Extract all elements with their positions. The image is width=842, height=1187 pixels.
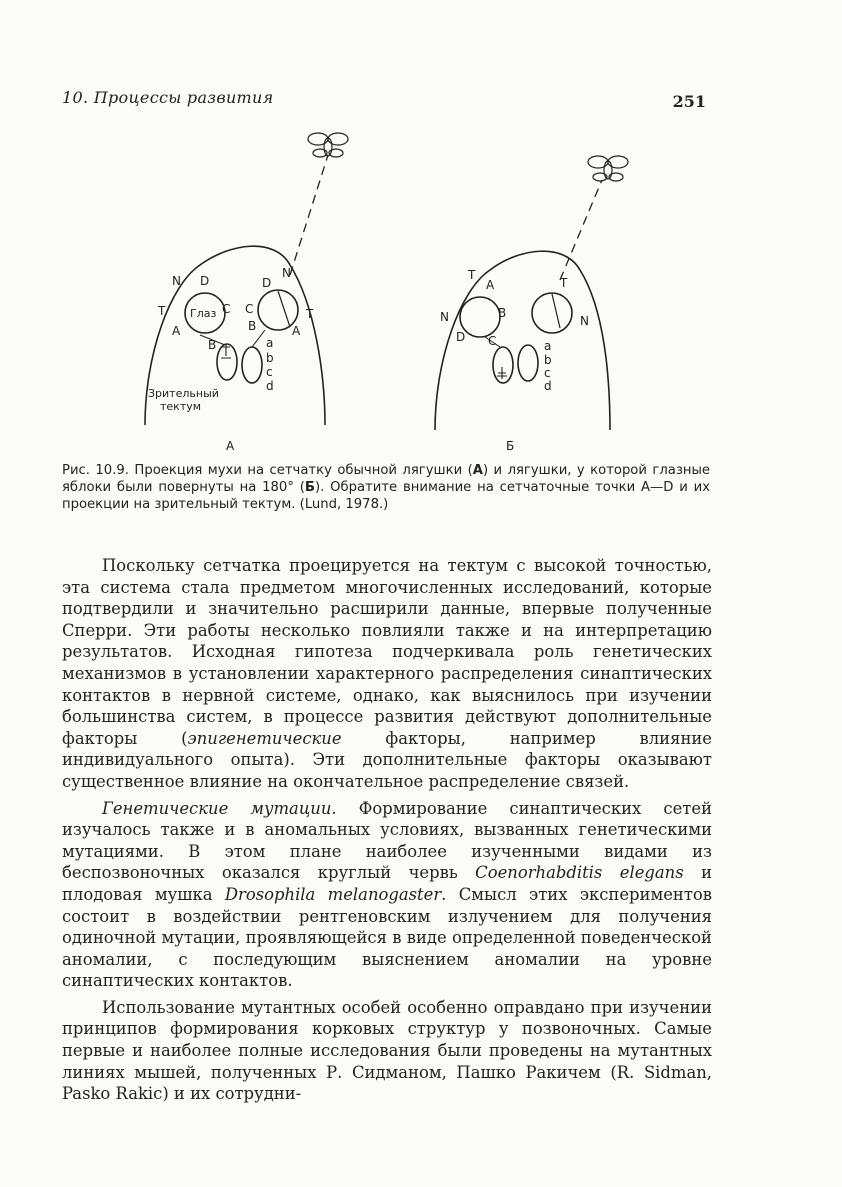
paragraph-2-text-b: и плодовая мушка xyxy=(62,863,712,904)
panel-a-tectum-right xyxy=(242,347,262,383)
panel-a-sight-line xyxy=(290,155,328,275)
b-letter-d1: D xyxy=(456,330,466,344)
paragraph-2-text-a: Формирование синаптических сетей изучалось также и в аномальных условиях, вызванных генетическими мутациями. В этом плане наиболее изученными видами из беспозвоночных оказался круглый червь xyxy=(62,798,712,883)
panel-b-label: Б xyxy=(506,439,515,453)
a-letter-t2: T xyxy=(306,307,314,321)
a-letter-pc: c xyxy=(266,365,273,379)
species-drosophila: Drosophila melanogaster xyxy=(224,884,442,904)
b-letter-a1: A xyxy=(486,278,495,292)
b-letter-t1: T xyxy=(468,268,476,282)
panel-b-right-eye xyxy=(532,293,572,333)
a-letter-pb: b xyxy=(266,351,274,365)
b-letter-t2: T xyxy=(560,276,568,290)
b-letter-b1: B xyxy=(498,306,507,320)
paragraph-2-text-c: . Смысл этих экспериментов состоит в воздействии рентгеновским излучением для получения одиночной мутации, проявляющейся в виде определенной поведенческой аномалии, с последующим выяснением аномалии на уровне синаптических контактов. xyxy=(62,884,712,991)
paragraph-1 xyxy=(62,555,712,793)
caption-suffix: ). Обратите внимание на сетчаточные точки А—D и их проекции на зрительный тектум. (Lund, 1978.) xyxy=(62,480,710,512)
a-letter-b1: B xyxy=(208,338,217,352)
panel-b-fly xyxy=(588,156,628,181)
a-tectum-label-2: тектум xyxy=(160,400,202,413)
a-letter-d2: D xyxy=(262,276,272,290)
panel-b-tectum-right xyxy=(518,345,538,381)
a-eye-label: Глаз xyxy=(190,307,217,320)
figure-10-9 xyxy=(130,125,650,460)
main-text xyxy=(62,555,712,1105)
page-number: 251 xyxy=(672,92,706,111)
b-letter-pd: d xyxy=(544,379,552,393)
a-letter-t1: T xyxy=(158,304,166,318)
caption-prefix: Рис. 10.9. Проекция мухи на сетчатку обычной лягушки ( xyxy=(62,463,473,478)
panel-b-sight-line xyxy=(560,180,602,280)
section-heading-genetic-mutations: Генетические мутации. xyxy=(102,798,337,818)
a-letter-a2: A xyxy=(292,324,301,338)
paragraph-3 xyxy=(62,997,712,1105)
panel-b-tectum-left xyxy=(493,347,513,383)
panel-a-fly xyxy=(308,133,348,157)
paragraph-1-end: факторы, например влияние индивидуального опыта). Эти дополнительные факторы оказывают существенное влияние на окончательное распределение связей. xyxy=(62,728,712,791)
a-letter-a1: A xyxy=(172,324,181,338)
a-letter-d1: D xyxy=(200,274,210,288)
caption-b: Б xyxy=(304,480,315,495)
panel-a-tectum-left xyxy=(217,344,237,380)
panel-b-drawing xyxy=(435,156,628,430)
paragraph-3-text: Использование мутантных особей особенно оправдано при изучении принципов формирования корковых структур у позвоночных. Самые первые и наиболее полные исследования были проведены на мутантных линиях мышей, полученных Р. Сидманом, Пашко Ракичем (R. Sidman, Pasko Rakic) и их сотрудни- xyxy=(62,997,712,1104)
a-letter-c1: C xyxy=(222,302,231,316)
a-letter-n2: N xyxy=(282,266,291,280)
paragraph-1-text: Поскольку сетчатка проецируется на тектум с высокой точностью, эта система стала предметом многочисленных исследований, которые подтвердили и значительно расширили данные, впервые полученные Сперри. Эти работы несколько повлияли также и на интерпретацию результатов. Исходная гипотеза подчеркивала роль генетических механизмов в установлении характерного распределения синаптических контактов в нервной системе, однако, как выяснилось при изучении большинства систем, в процессе развития действуют дополнительные факторы ( xyxy=(62,556,712,748)
a-letter-pd: d xyxy=(266,379,274,393)
b-letter-pc: c xyxy=(544,366,551,380)
b-letter-pb: b xyxy=(544,353,552,367)
panel-b-left-eye xyxy=(460,297,500,337)
b-letter-n2: N xyxy=(580,314,589,328)
page-header xyxy=(62,88,712,118)
species-coenorhabditis: Coenorhabditis elegans xyxy=(475,863,684,883)
a-letter-pa: a xyxy=(266,336,274,350)
paragraph-1-italic: эпигенетические xyxy=(187,728,342,748)
caption-a: А xyxy=(472,463,483,478)
paragraph-2 xyxy=(62,798,712,992)
a-tectum-label-1: Зрительный xyxy=(148,387,219,400)
b-letter-pa: a xyxy=(544,339,552,353)
a-letter-c2: C xyxy=(245,302,254,316)
running-title: 10. Процессы развития xyxy=(62,88,274,107)
b-letter-c1: C xyxy=(488,334,497,348)
figure-caption xyxy=(62,462,710,513)
caption-mid: ) и лягушки, у которой глазные яблоки были повернуты на 180° ( xyxy=(62,463,710,495)
b-letter-n1: N xyxy=(440,310,449,324)
a-letter-b2: B xyxy=(248,319,257,333)
figure-drawing xyxy=(130,125,650,460)
a-letter-n1: N xyxy=(172,274,181,288)
panel-a-label: А xyxy=(226,439,235,453)
